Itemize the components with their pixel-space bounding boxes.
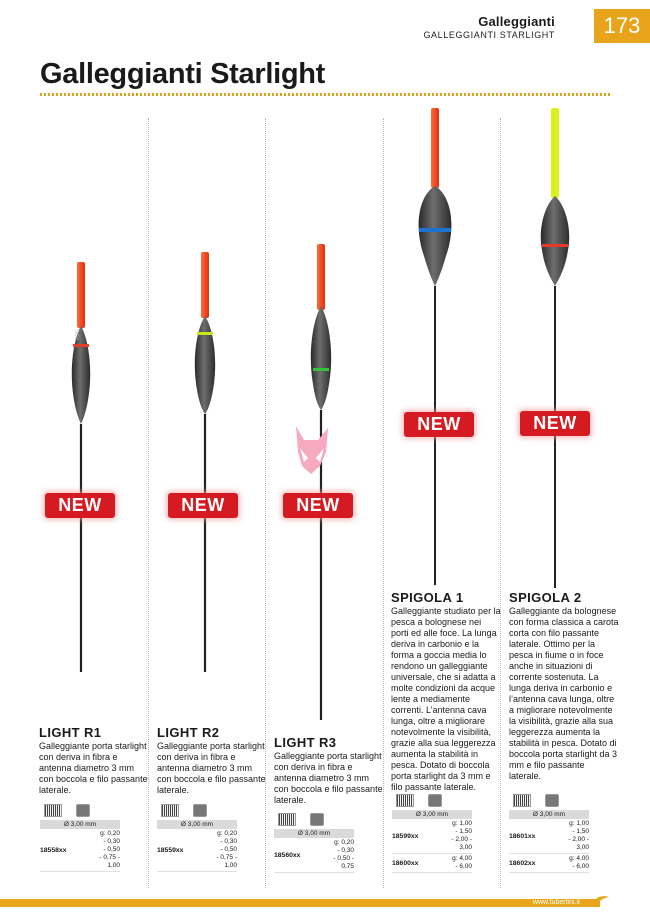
new-badge: NEW xyxy=(520,411,590,436)
weight-icon xyxy=(428,794,442,807)
product-description: Galleggiante porta starlight con deriva in fibra e antenna diametro 3 mm con boccola e filo passante laterale. xyxy=(39,741,148,795)
table-row: 18602xx g: 4,00 - 6,00 xyxy=(509,854,589,873)
footer-url[interactable]: www.tubertini.it xyxy=(532,899,580,906)
table-row: 18558xx g: 0,20 - 0,30 - 0,50 - 0,75 - 1,00 xyxy=(40,829,120,872)
product-code: 18602xx xyxy=(509,859,536,867)
page-number: 173 xyxy=(594,9,650,43)
product-code: 18601xx xyxy=(509,832,536,840)
diameter-label: Ø 3,00 mm xyxy=(509,810,589,819)
float-label: 0,20 xyxy=(75,330,81,340)
table-row: 18560xx g: 0,20 - 0,30 - 0,50 - 0,75 xyxy=(274,838,354,873)
product-code: 18559xx xyxy=(157,846,184,854)
barcode-icon xyxy=(161,804,179,817)
float-spigola-2 xyxy=(541,108,569,588)
table-row: 18559xx g: 0,20 - 0,30 - 0,50 - 0,75 - 1,00 xyxy=(157,829,237,872)
weight-icon xyxy=(310,813,324,826)
weight-icon xyxy=(193,804,207,817)
spec-table-light-r3 xyxy=(274,812,354,873)
diameter-label: Ø 3,00 mm xyxy=(392,810,472,819)
product-spigola-1 xyxy=(391,590,501,793)
product-name: LIGHT R1 xyxy=(39,725,102,740)
spec-table-light-r2 xyxy=(157,803,237,872)
page-title: Galleggianti Starlight xyxy=(40,58,326,90)
float-light-r1 xyxy=(72,262,90,672)
fox-logo-icon xyxy=(296,426,328,474)
barcode-icon xyxy=(513,794,531,807)
product-code: 18560xx xyxy=(274,851,301,859)
product-code: 18558xx xyxy=(40,846,67,854)
diameter-label: Ø 3,00 mm xyxy=(274,829,354,838)
table-row: 18599xx g: 1,00 - 1,50 - 2,00 - 3,00 xyxy=(392,819,472,854)
barcode-icon xyxy=(396,794,414,807)
product-description: Galleggiante studiato per la pesca a bolognese nei porti ed alle foce. La lunga deriva in carbonio e la forma a goccia media lo rendono un galleggiante universale, che si adatta a molte condizioni da acque lente a mediamente correnti. L’antenna cava lunga, oltre a migliorare notevolmente la visibilità, grazie alla sua leggerezza aumenta la stabilità in pesca. Dotato di boccola porta starlight da 3 mm e filo passante laterale. xyxy=(391,606,501,792)
brand-logo-icon xyxy=(592,894,610,906)
header-subtitle: GALLEGGIANTI STARLIGHT xyxy=(423,30,555,40)
footer-bar xyxy=(0,899,600,907)
new-badge: NEW xyxy=(168,493,238,518)
spec-table-spigola-2 xyxy=(509,793,589,873)
new-badge: NEW xyxy=(45,493,115,518)
product-name: SPIGOLA 2 xyxy=(509,590,582,605)
float-spigola-1 xyxy=(419,108,452,585)
weight-icon xyxy=(545,794,559,807)
product-name: LIGHT R2 xyxy=(157,725,220,740)
float-light-r2 xyxy=(195,252,215,672)
spec-table-spigola-1 xyxy=(392,793,472,873)
product-description: Galleggiante porta starlight con deriva in fibra e antenna diametro 3 mm con boccola e filo passante laterale. xyxy=(274,751,383,805)
diameter-label: Ø 3,00 mm xyxy=(40,820,120,829)
new-badge: NEW xyxy=(283,493,353,518)
float-light-r3 xyxy=(311,244,331,720)
product-description: Galleggiante porta starlight con deriva in fibra e antenna diametro 3 mm con boccola e filo passante laterale. xyxy=(157,741,266,795)
product-name: LIGHT R3 xyxy=(274,735,337,750)
product-name: SPIGOLA 1 xyxy=(391,590,464,605)
weight-icon xyxy=(76,804,90,817)
product-light-r1 xyxy=(39,725,149,796)
spec-table-light-r1 xyxy=(40,803,120,872)
product-code: 18599xx xyxy=(392,832,419,840)
header-category: Galleggianti xyxy=(478,14,555,29)
product-spigola-2 xyxy=(509,590,619,782)
barcode-icon xyxy=(278,813,296,826)
barcode-icon xyxy=(44,804,62,817)
new-badge: NEW xyxy=(404,412,474,437)
diameter-label: Ø 3,00 mm xyxy=(157,820,237,829)
table-row: 18601xx g: 1,00 - 1,50 - 2,00 - 3,00 xyxy=(509,819,589,854)
table-row: 18600xx g: 4,00 - 6,00 xyxy=(392,854,472,873)
product-code: 18600xx xyxy=(392,859,419,867)
product-description: Galleggiante da bolognese con forma classica a carota corta con filo passante laterale. Ottimo per la pesca in fiume o in foce anche in situazioni di corrente sostenuta. La lunga deriva in carbonio e l’antenna cava lunga, oltre a migliorare notevolmente la visibilità, grazie alla sua leggerezza aumenta la stabilità in pesca. Dotato di boccola porta starlight da 3 mm e filo passante laterale. xyxy=(509,606,619,781)
product-light-r3 xyxy=(274,735,384,806)
product-light-r2 xyxy=(157,725,267,796)
